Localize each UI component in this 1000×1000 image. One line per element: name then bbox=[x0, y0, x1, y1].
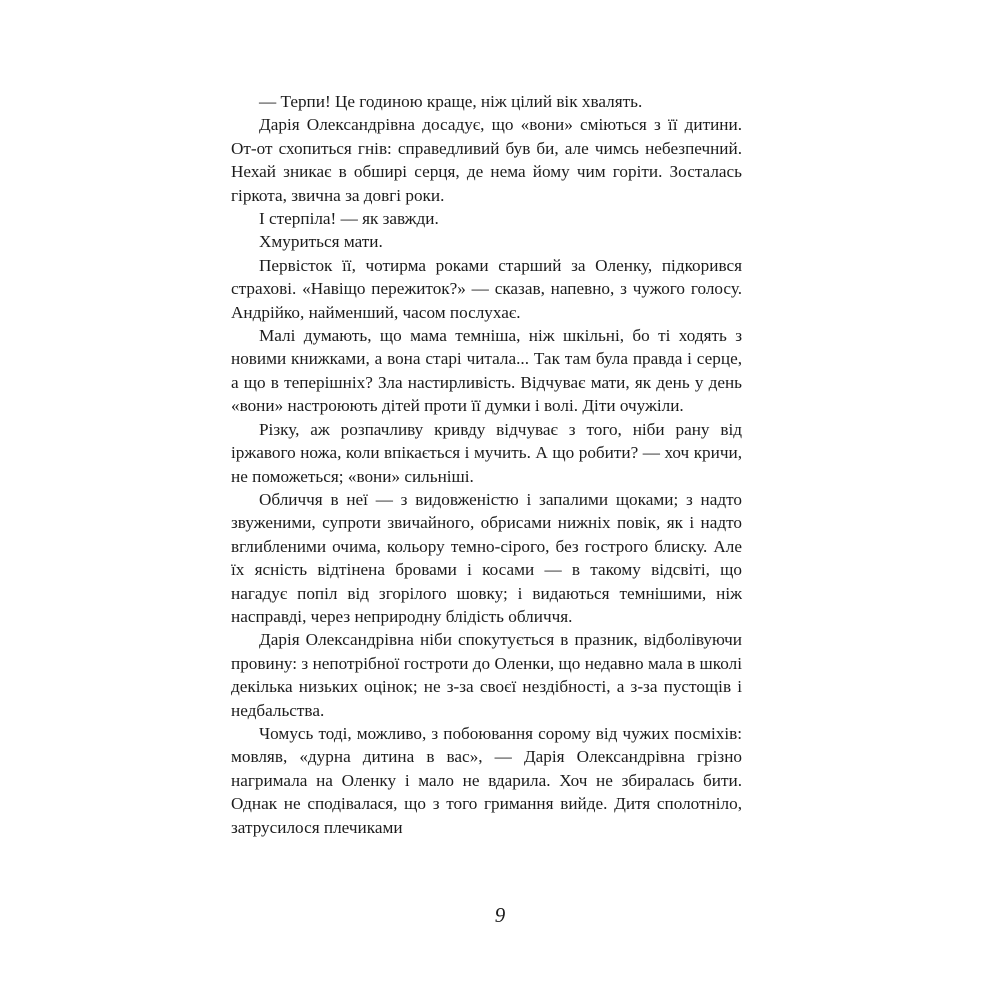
paragraph-2: Дарія Олександрівна досадує, що «вони» сміються з її дитини. От-от схопиться гнів: справедливий був би, але чимсь небезпечний. Нехай зникає в обширі серця, де нема йому чим горіти. Зосталась гіркота, звична за довгі роки. bbox=[231, 115, 742, 205]
page-number: 9 bbox=[494, 903, 506, 927]
paragraph-6: Малі думають, що мама темніша, ніж шкільні, бо ті ходять з новими книжками, а вона старі читала... Так там була правда і серце, а що в теперішніх? Зла настирливість. Відчуває мати, як день у день «вони» настроюють дітей проти її думки і волі. Діти очужіли. bbox=[231, 326, 742, 416]
paragraph-5: Первісток її, чотирма роками старший за Оленку, підкорився страхові. «Навіщо пережиток?» — сказав, напевно, з чужого голосу. Андрійко, найменший, часом послухає. bbox=[231, 255, 742, 322]
paragraph-3: І стерпіла! — як завжди. bbox=[259, 209, 439, 229]
paragraph-10: Чомусь тоді, можливо, з побоювання сорому від чужих посміхів: мовляв, «дурна дитина в вас», — Дарія Олександрівна грізно нагримала на Оленку і мало не вдарила. Хоч не збиралась бити. Однак не сподівалася, що з того гримання вийде. Дитя сполотніло, затрусилося плечиками bbox=[231, 723, 742, 837]
paragraph-4: Хмуриться мати. bbox=[259, 232, 383, 252]
paragraph-9: Дарія Олександрівна ніби спокутується в празник, відболівуючи провину: з непотрібної гостроти до Оленки, що недавно мала в школі декілька низьких оцінок; не з-за своєї нездібності, а з-за пустощів і недбальства. bbox=[231, 630, 742, 720]
paragraph-1: — Терпи! Це годиною краще, ніж цілий вік хвалять. bbox=[259, 92, 643, 111]
paragraph-8: Обличчя в неї — з видовженістю і запалими щоками; з надто звуженими, супроти звичайного, обрисами нижніх повік, як і надто вглибленими очима, кольору темно-сірого, без гострого блиску. Але їх ясність відтінена бровами і косами — в такому відсвіті, що нагадує попіл від згорілого шовку; і видаються темнішими, ніж насправді, через неприродну блідість обличчя. bbox=[231, 489, 742, 626]
paragraph-7: Різку, аж розпачливу кривду відчуває з того, ніби рану від іржавого ножа, коли впікається і мучить. А що робити? — хоч кричи, не поможеться; «вони» сильніші. bbox=[231, 419, 742, 486]
body-text bbox=[231, 90, 742, 839]
